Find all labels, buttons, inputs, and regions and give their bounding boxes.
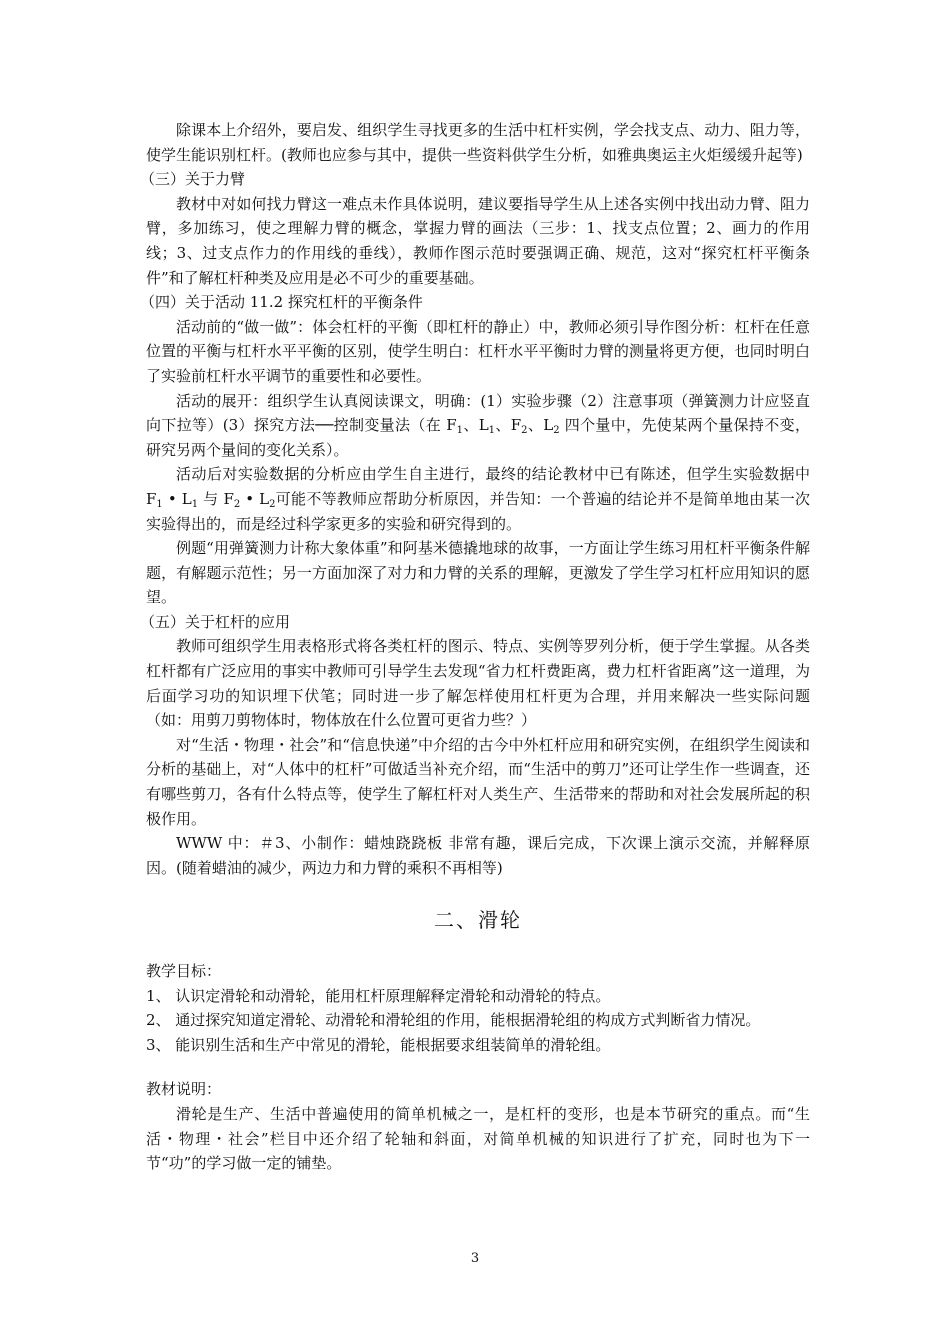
material-paragraph: 滑轮是生产、生活中普遍使用的简单机械之一，是杠杆的变形，也是本节研究的重点。而“生活・物理・社会”栏目中还介绍了轮轴和斜面，对简单机械的知识进行了扩充，同时也为下一节“功”的学习做一定的铺垫。 (146, 1104, 810, 1173)
text-run: 可能不等教师应帮助分析原因，并告知：一个普遍的结论并不是简单地由某一次实验得出的，而是经过科学家更多的实验和研究得到的。 (146, 489, 810, 533)
material-heading: 教材说明： (146, 1080, 222, 1099)
product-F1L1: $F_1$ • $L_1$ (146, 489, 199, 510)
paragraph: WWW 中：＃3、小制作：蜡烛跷跷板 非常有趣，课后完成，下次课上演示交流，并解释原因。(随着蜡油的减少，两边力和力臂的乘积不再相等) (146, 834, 810, 877)
section-heading: （四）关于活动 11.2 探究杠杆的平衡条件 (140, 293, 423, 312)
spacer (146, 1057, 810, 1077)
section-heading: （三）关于力臂 (140, 170, 246, 189)
paragraph: 教师可组织学生用表格形式将各类杠杆的图示、特点、实例等罗列分析，便于学生掌握。从各类杠杆都有广泛应用的事实中教师可引导学生去发现“省力杠杆费距离，费力杠杆省距离”这一道理，为后面学习功的知识埋下伏笔；同时进一步了解怎样使用杠杆更为合理，并用来解决一些实际问题（如：用剪刀剪物体时，物体放在什么位置可更省力些？） (146, 637, 810, 730)
objective-item: 3、 能识别生活和生产中常见的滑轮，能根据要求组装简单的滑轮组。 (146, 1035, 611, 1054)
document-body (140, 118, 810, 1176)
var-F2: $F_2$ (510, 416, 528, 437)
var-L1: $L_1$ (478, 416, 496, 437)
objective-item: 2、 通过探究知道定滑轮、动滑轮和滑轮组的作用，能根据滑轮组的构成方式判断省力情况。 (146, 1011, 761, 1030)
paragraph: 对“生活・物理・社会”和“信息快递”中介绍的古今中外杠杆应用和研究实例，在组织学生阅读和分析的基础上，对“人体中的杠杆”可做适当补充介绍，而“生活中的剪刀”还可让学生作一些调查，还有哪些剪刀，各有什么特点等，使学生了解杠杆对人类生产、生活带来的帮助和对社会发展所起的积极作用。 (146, 735, 810, 828)
paragraph-products: 活动后对实验数据的分析应由学生自主进行，最终的结论教材中已有陈述，但学生实验数据中 $F_1$ • $L_1$ 与 $F_2$ • $L_2$可能不等教师应帮助分析原因，并告知：一个普遍的结论并不是简单地由某一次实验得出的，而是经过科学家更多的实验和研究得到的。 (146, 465, 810, 533)
page-number: 3 (470, 1251, 480, 1266)
var-L2: $L_2$ (543, 416, 560, 437)
text-run: 活动后对实验数据的分析应由学生自主进行，最终的结论教材中已有陈述，但学生实验数据中 (176, 465, 810, 484)
paragraph: 除课本上介绍外，要启发、组织学生寻找更多的生活中杠杆实例，学会找支点、动力、阻力等，使学生能识别杠杆。(教师也应参与其中，提供一些资料供学生分析，如雅典奥运主火炬缓缓升起等) (146, 121, 810, 164)
chapter-title: 二、滑轮 (434, 908, 522, 933)
objective-item: 1、 认识定滑轮和动滑轮，能用杠杆原理解释定滑轮和动滑轮的特点。 (146, 986, 611, 1005)
text-run: 四个量中，先使某两个量保持不变，研究另两个量间的变化关系）。 (146, 416, 810, 459)
paragraph-variables: 活动的展开：组织学生认真阅读课文，明确：(1）实验步骤（2）注意事项（弹簧测力计应竖直向下拉等）(3）探究方法──控制变量法（在 $F_1$、$L_1$、$F_2$、$L_2$ 四个量中，先使某两个量保持不变，研究另两个量间的变化关系）。 (146, 391, 810, 459)
product-F2L2: $F_2$ • $L_2$ (223, 489, 276, 510)
paragraph: 活动前的“做一做”：体会杠杆的平衡（即杠杆的静止）中，教师必须引导作图分析：杠杆在任意位置的平衡与杠杆水平平衡的区别，使学生明白：杠杆水平平衡时力臂的测量将更方便，也同时明白了实验前杠杆水平调节的重要性和必要性。 (146, 317, 810, 385)
paragraph: 教材中对如何找力臂这一难点未作具体说明，建议要指导学生从上述各实例中找出动力臂、阻力臂，多加练习，使之理解力臂的概念，掌握力臂的画法（三步：1、找支点位置；2、画力的作用线；3、过支点作力的作用线的垂线），教师作图示范时要强调正确、规范，这对“探究杠杆平衡条件”和了解杠杆种类及应用是必不可少的重要基础。 (146, 194, 810, 287)
paragraph: 例题“用弹簧测力计称大象体重”和阿基米德撬地球的故事，一方面让学生练习用杠杆平衡条件解题，有解题示范性；另一方面加深了对力和力臂的关系的理解，更激发了学生学习杠杆应用知识的愿望。 (146, 539, 810, 607)
text-run: 活动的展开：组织学生认真阅读课文，明确：(1）实验步骤（2）注意事项（弹簧测力计应竖直向下拉等）(3）探究方法──控制变量法（在 (146, 391, 810, 435)
section-heading: （五）关于杠杆的应用 (140, 612, 291, 631)
objectives-heading: 教学目标： (146, 962, 222, 980)
var-F1: $F_1$ (446, 416, 463, 437)
